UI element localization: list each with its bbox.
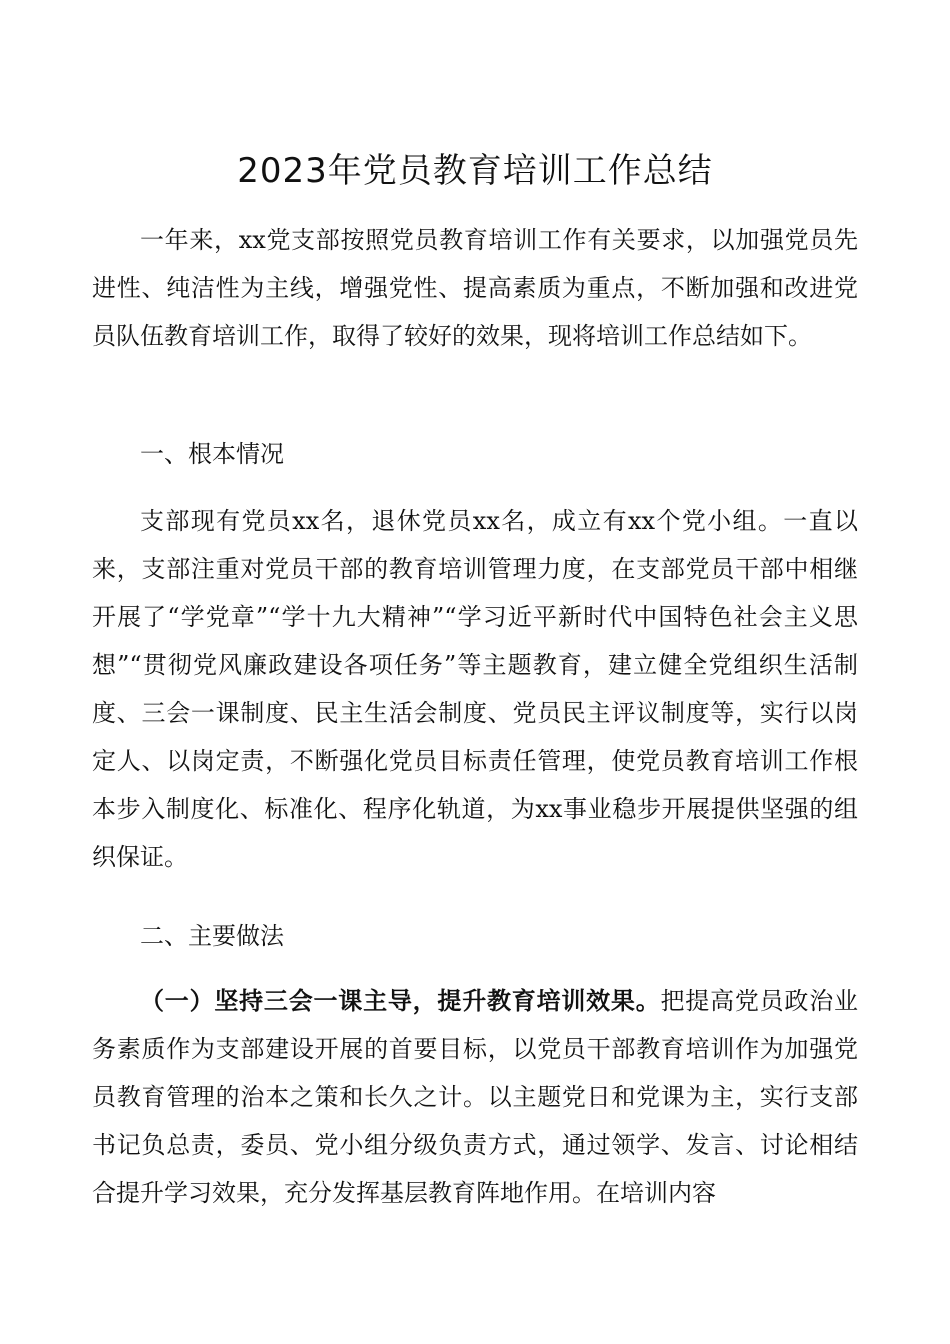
section-heading-main-practices: 二、主要做法 xyxy=(140,922,284,950)
basic-situation-paragraph: 支部现有党员xx名，退休党员xx名，成立有xx个党小组。一直以来，支部注重对党员干部的教育培训管理力度，在支部党员干部中相继开展了“学党章”“学十九大精神”“学习近平新时代中国特色社会主义思想”“贯彻党风廉政建设各项任务”等主题教育，建立健全党组织生活制度、三会一课制度、民主生活会制度、党员民主评议制度等，实行以岗定人、以岗定责，不断强化党员目标责任管理，使党员教育培训工作根本步入制度化、标准化、程序化轨道，为xx事业稳步开展提供坚强的组织保证。 xyxy=(92,507,858,871)
intro-paragraph: 一年来，xx党支部按照党员教育培训工作有关要求，以加强党员先进性、纯洁性为主线，增强党性、提高素质为重点，不断加强和改进党员队伍教育培训工作，取得了较好的效果，现将培训工作总结如下。 xyxy=(92,226,858,350)
subsection-lead-heading: （一）坚持三会一课主导，提升教育培训效果。 xyxy=(140,987,661,1015)
document-title: 2023年党员教育培训工作总结 xyxy=(237,151,713,191)
subsection-text: 把提高党员政治业务素质作为支部建设开展的首要目标，以党员干部教育培训作为加强党员教育管理的治本之策和长久之计。以主题党日和党课为主，实行支部书记负总责，委员、党小组分级负责方式，通过领学、发言、讨论相结合提升学习效果，充分发挥基层教育阵地作用。在培训内容 xyxy=(92,987,858,1207)
section-heading-basic-situation: 一、根本情况 xyxy=(140,440,284,468)
main-practices-paragraph xyxy=(92,977,858,1217)
